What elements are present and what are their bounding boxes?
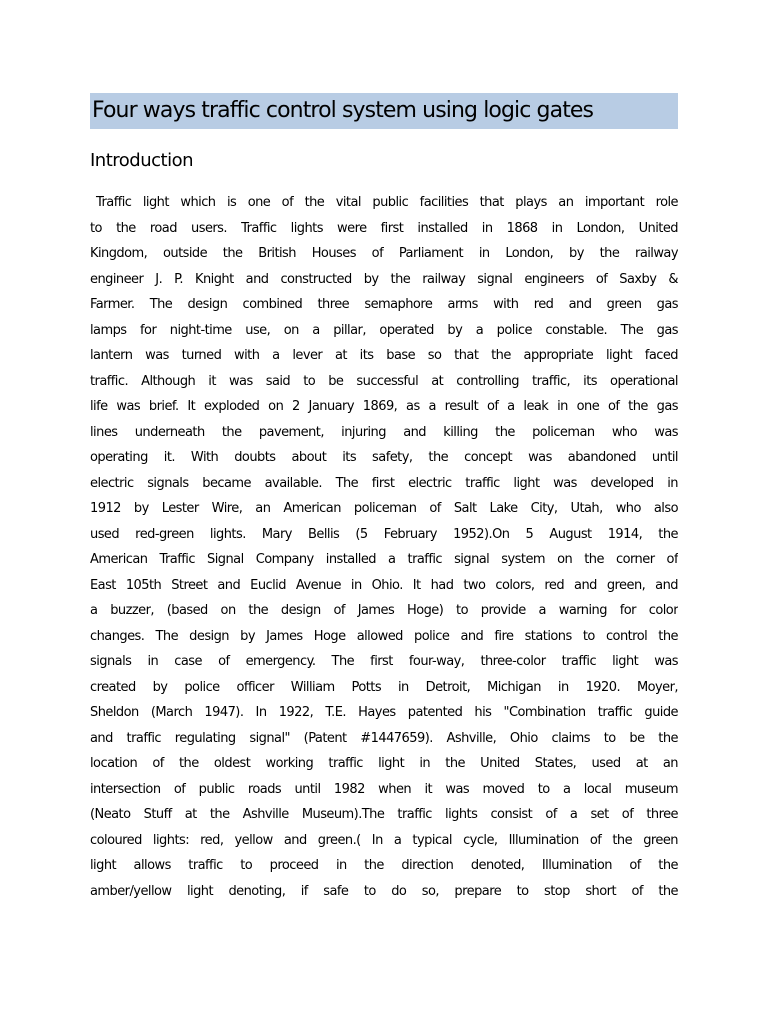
paragraph-line: life was brief. It exploded on 2 January 1869, as a result of a leak in one of the gas — [90, 399, 678, 414]
paragraph-line: a buzzer, (based on the design of James Hoge) to provide a warning for color — [90, 603, 678, 618]
paragraph-line: intersection of public roads until 1982 when it was moved to a local museum — [90, 781, 678, 797]
paragraph-line: (Neato Stuff at the Ashville Museum).The traffic lights consist of a set of three — [90, 807, 678, 822]
paragraph-line: Sheldon (March 1947). In 1922, T.E. Hayes patented his "Combination traffic guide — [90, 705, 678, 720]
paragraph-line: lantern was turned with a lever at its base so that the appropriate light faced — [90, 348, 678, 363]
paragraph-line: operating it. With doubts about its safety, the concept was abandoned until — [90, 450, 678, 465]
paragraph-line: traffic. Although it was said to be successful at controlling traffic, its operational — [90, 373, 678, 389]
paragraph-line: signals in case of emergency. The first four-way, three-color traffic light was — [90, 654, 678, 669]
paragraph-line: Farmer. The design combined three semaphore arms with red and green gas — [90, 297, 678, 312]
paragraph-line: electric signals became available. The first electric traffic light was developed in — [90, 475, 678, 491]
paragraph-line: used red-green lights. Mary Bellis (5 February 1952).On 5 August 1914, the — [90, 526, 678, 542]
paragraph-line: coloured lights: red, yellow and green.( In a typical cycle, Illumination of the green — [90, 832, 678, 848]
paragraph-line: lamps for night-time use, on a pillar, operated by a police constable. The gas — [90, 322, 678, 338]
paragraph-line: location of the oldest working traffic light in the United States, used at an — [90, 756, 678, 771]
paragraph-line: East 105th Street and Euclid Avenue in Ohio. It had two colors, red and green, and — [90, 577, 678, 593]
introduction-paragraph — [90, 190, 678, 904]
paragraph-line: created by police officer William Potts in Detroit, Michigan in 1920. Moyer, — [90, 679, 678, 695]
section-heading-introduction: Introduction — [90, 150, 194, 171]
paragraph-line: light allows traffic to proceed in the direction denoted, Illumination of the — [90, 858, 678, 873]
paragraph-line: changes. The design by James Hoge allowed police and fire stations to control the — [90, 628, 678, 644]
paragraph-line: Traffic light which is one of the vital public facilities that plays an important role — [96, 195, 678, 210]
paragraph-line: Kingdom, outside the British Houses of Parliament in London, by the railway — [90, 246, 678, 261]
paragraph-line: American Traffic Signal Company installed a traffic signal system on the corner of — [90, 552, 678, 567]
paragraph-line: amber/yellow light denoting, if safe to do so, prepare to stop short of the — [90, 883, 678, 899]
paragraph-line: to the road users. Traffic lights were first installed in 1868 in London, United — [90, 220, 678, 236]
paragraph-line: 1912 by Lester Wire, an American policeman of Salt Lake City, Utah, who also — [90, 501, 678, 516]
paragraph-line: and traffic regulating signal" (Patent #1447659). Ashville, Ohio claims to be the — [90, 730, 678, 746]
paragraph-line: engineer J. P. Knight and constructed by the railway signal engineers of Saxby & — [90, 271, 678, 287]
paragraph-line: lines underneath the pavement, injuring and killing the policeman who was — [90, 424, 678, 440]
document-title: Four ways traffic control system using logic gates — [90, 93, 678, 129]
